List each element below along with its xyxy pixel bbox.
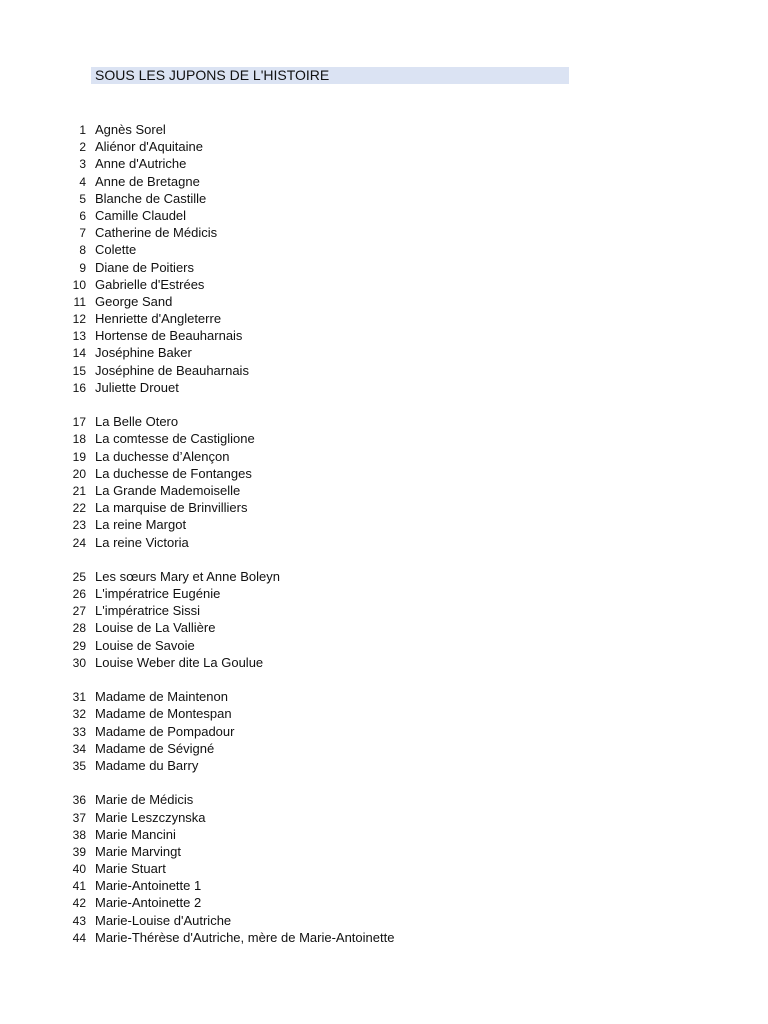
group-spacer: [0, 671, 768, 688]
item-number: 37: [72, 810, 86, 825]
item-name: La marquise de Brinvilliers: [95, 500, 248, 516]
item-number: 21: [72, 483, 86, 498]
list-item: [0, 207, 768, 224]
list-item: [0, 791, 768, 808]
item-number: 36: [72, 793, 86, 808]
list-item: [0, 379, 768, 396]
item-number: 11: [73, 294, 86, 309]
item-name: La comtesse de Castiglione: [95, 431, 255, 447]
item-name: La duchesse de Fontanges: [95, 465, 252, 481]
list-item: [0, 688, 768, 705]
item-name: Marie-Louise d'Autriche: [95, 912, 232, 928]
item-number: 18: [72, 432, 86, 447]
item-number: 28: [72, 621, 86, 636]
list-item: [0, 654, 768, 671]
item-number: 44: [72, 930, 86, 945]
list-item: [0, 413, 768, 430]
item-number: 17: [72, 415, 86, 430]
list-item: [0, 826, 768, 843]
item-number: 42: [72, 896, 86, 911]
item-name: Les sœurs Mary et Anne Boleyn: [95, 568, 280, 584]
item-name: Juliette Drouet: [95, 379, 179, 395]
item-name: Marie-Antoinette 2: [95, 895, 202, 911]
list-item: [0, 482, 768, 499]
item-name: Marie Marvingt: [95, 843, 181, 859]
item-number: 35: [72, 758, 86, 773]
list-item: [0, 757, 768, 774]
item-name: Colette: [95, 242, 137, 258]
list-item: [0, 637, 768, 654]
group-spacer: [0, 551, 768, 568]
item-name: Marie-Antoinette 1: [95, 878, 202, 894]
item-name: Louise de La Vallière: [95, 620, 216, 636]
item-name: Madame de Pompadour: [95, 723, 235, 739]
item-number: 32: [72, 707, 86, 722]
item-name: Aliénor d'Aquitaine: [95, 139, 203, 155]
item-name: Louise Weber dite La Goulue: [95, 654, 264, 670]
list-item: [0, 705, 768, 722]
item-number: 24: [72, 535, 86, 550]
list-item: [0, 465, 768, 482]
item-number: 25: [72, 569, 86, 584]
item-name: Catherine de Médicis: [95, 225, 218, 241]
item-number: 3: [79, 157, 86, 172]
item-number: 20: [72, 466, 86, 481]
item-name: Diane de Poitiers: [95, 259, 194, 275]
list-item: [0, 534, 768, 551]
item-name: La reine Victoria: [95, 534, 189, 550]
item-name: Camille Claudel: [95, 207, 187, 223]
list-item: [0, 585, 768, 602]
item-name: Marie-Thérèse d'Autriche, mère de Marie-Antoinette: [95, 929, 395, 945]
item-number: 40: [72, 862, 86, 877]
list-item: [0, 190, 768, 207]
list-item: [0, 344, 768, 361]
list-item: [0, 602, 768, 619]
list-item: [0, 241, 768, 258]
list-item: [0, 276, 768, 293]
list-item: [0, 860, 768, 877]
item-name: Anne d'Autriche: [95, 156, 187, 172]
item-name: La reine Margot: [95, 517, 187, 533]
item-name: Madame de Montespan: [95, 706, 232, 722]
list-item: [0, 155, 768, 172]
item-number: 26: [72, 587, 86, 602]
item-number: 43: [72, 913, 86, 928]
item-number: 14: [72, 346, 86, 361]
item-name: Anne de Bretagne: [95, 173, 200, 189]
list-item: [0, 293, 768, 310]
item-number: 38: [72, 827, 86, 842]
item-number: 39: [72, 844, 86, 859]
item-number: 27: [72, 604, 86, 619]
list-item: [0, 809, 768, 826]
item-name: Gabrielle d'Estrées: [95, 276, 205, 292]
item-name: L'impératrice Eugénie: [95, 586, 221, 602]
item-name: Louise de Savoie: [95, 637, 195, 653]
item-name: Henriette d'Angleterre: [95, 311, 222, 327]
item-number: 23: [72, 518, 86, 533]
item-number: 22: [72, 501, 86, 516]
item-name: Madame du Barry: [95, 757, 199, 773]
group-spacer: [0, 774, 768, 791]
list-item: [0, 448, 768, 465]
item-name: Marie Leszczynska: [95, 809, 206, 825]
item-name: Marie Mancini: [95, 826, 176, 842]
item-name: Blanche de Castille: [95, 190, 207, 206]
item-number: 9: [79, 260, 86, 275]
list-item: [0, 362, 768, 379]
item-number: 10: [72, 277, 86, 292]
list-item: [0, 912, 768, 929]
list-item: [0, 310, 768, 327]
list-item: [0, 723, 768, 740]
page-title: SOUS LES JUPONS DE L'HISTOIRE: [95, 67, 330, 83]
item-name: Marie de Médicis: [95, 792, 194, 808]
item-number: 15: [72, 363, 86, 378]
item-number: 6: [79, 208, 86, 223]
list-item: [0, 499, 768, 516]
list-item: [0, 843, 768, 860]
item-name: Madame de Sévigné: [95, 740, 215, 756]
item-number: 31: [72, 690, 86, 705]
item-number: 8: [79, 243, 86, 258]
item-name: Joséphine Baker: [95, 345, 192, 361]
item-number: 13: [72, 329, 86, 344]
list-item: [0, 121, 768, 138]
item-number: 19: [72, 449, 86, 464]
item-number: 12: [72, 312, 86, 327]
item-name: Joséphine de Beauharnais: [95, 362, 249, 378]
item-name: Marie Stuart: [95, 861, 166, 877]
item-name: La duchesse d’Alençon: [95, 448, 230, 464]
title-header: [91, 67, 569, 84]
list-item: [0, 619, 768, 636]
item-number: 16: [72, 380, 86, 395]
item-number: 33: [72, 724, 86, 739]
item-number: 2: [79, 140, 86, 155]
list-item: [0, 894, 768, 911]
item-number: 41: [72, 879, 86, 894]
list-item: [0, 173, 768, 190]
list-item: [0, 224, 768, 241]
item-name: L'impératrice Sissi: [95, 603, 201, 619]
item-number: 29: [72, 638, 86, 653]
item-name: La Belle Otero: [95, 414, 179, 430]
book-list: [0, 121, 768, 946]
item-name: Agnès Sorel: [95, 122, 166, 137]
list-item: [0, 516, 768, 533]
item-name: Hortense de Beauharnais: [95, 328, 243, 344]
list-item: [0, 430, 768, 447]
list-item: [0, 138, 768, 155]
list-item: [0, 568, 768, 585]
item-number: 1: [79, 123, 86, 137]
item-name: George Sand: [95, 293, 173, 309]
item-number: 5: [79, 191, 86, 206]
item-name: Madame de Maintenon: [95, 689, 228, 705]
list-item: [0, 327, 768, 344]
item-number: 30: [72, 655, 86, 670]
item-number: 7: [79, 226, 86, 241]
item-number: 4: [79, 174, 86, 189]
list-item: [0, 877, 768, 894]
item-number: 34: [72, 741, 86, 756]
list-item: [0, 929, 768, 946]
list-item: [0, 740, 768, 757]
group-spacer: [0, 396, 768, 413]
list-item: [0, 259, 768, 276]
item-name: La Grande Mademoiselle: [95, 482, 241, 498]
